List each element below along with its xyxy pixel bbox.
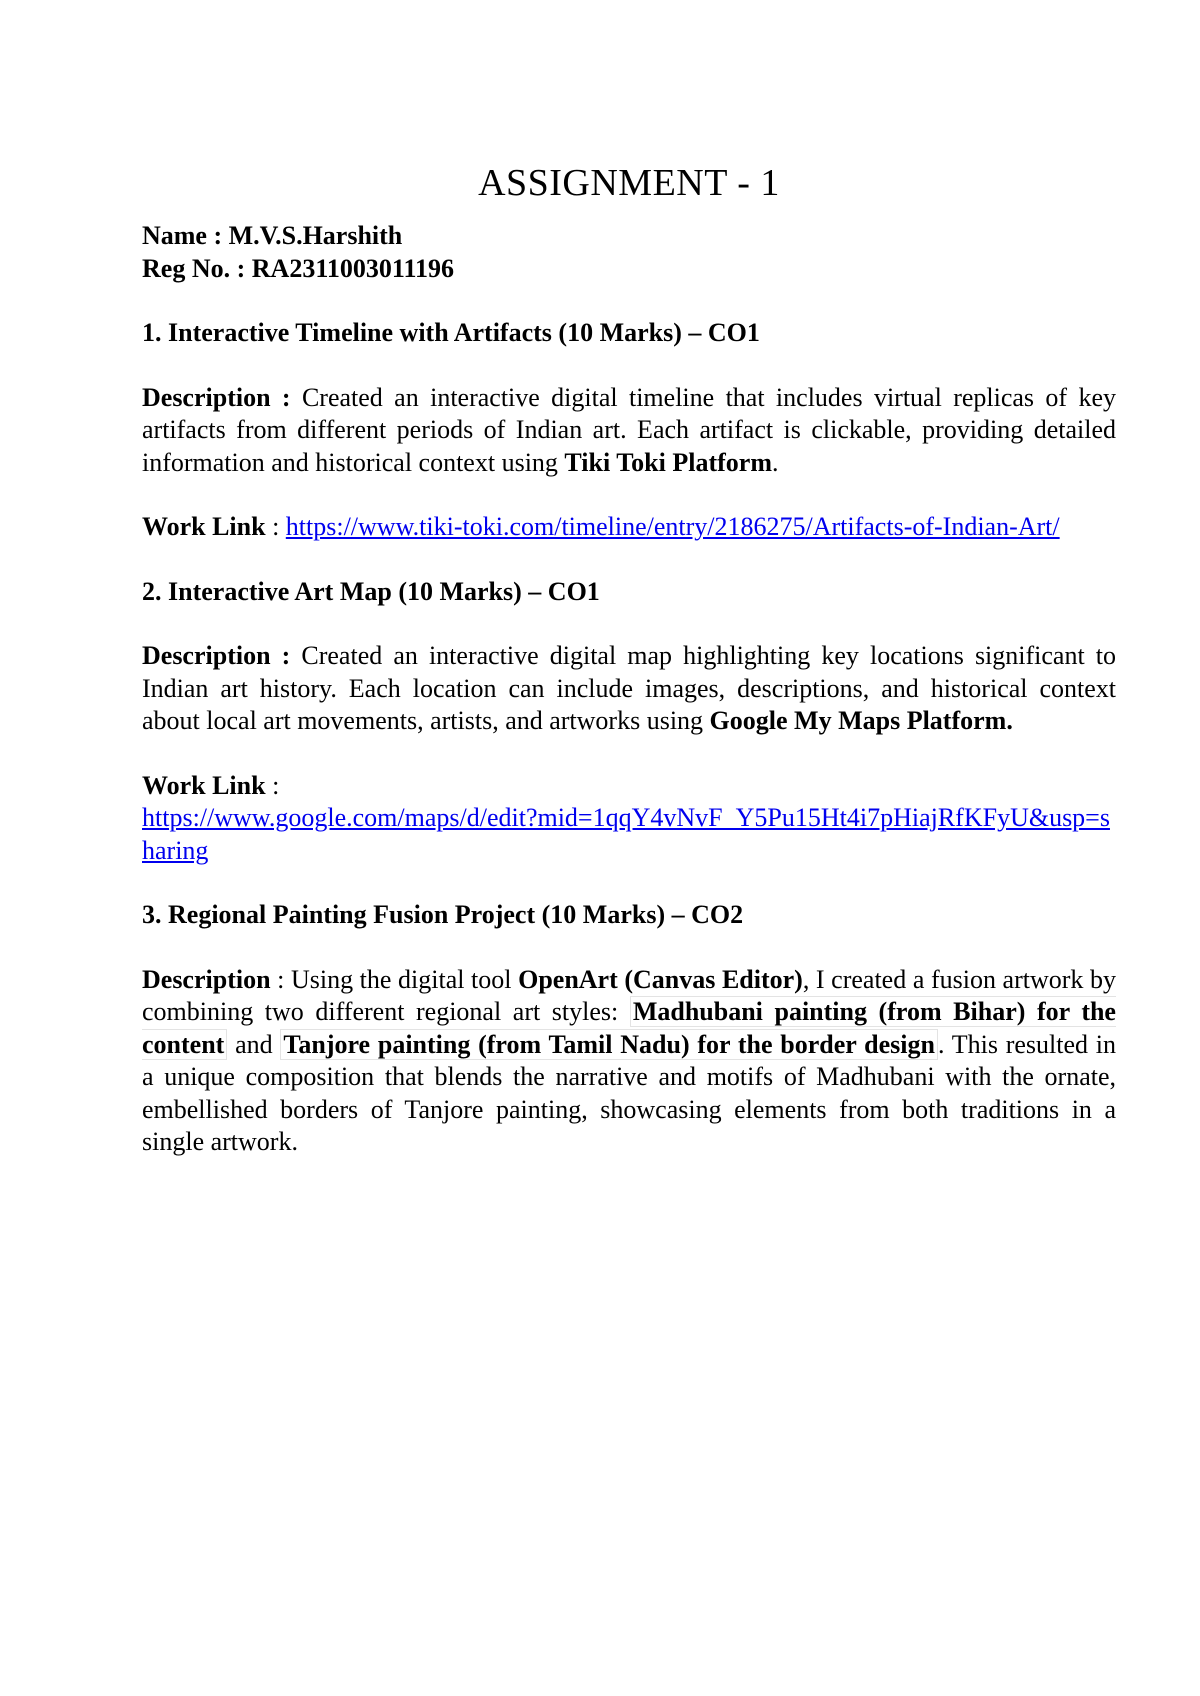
document-title: ASSIGNMENT - 1: [478, 162, 780, 204]
description-label: Description :: [142, 382, 302, 412]
platform-name: Tiki Toki Platform: [564, 447, 772, 477]
description-label: Description :: [142, 641, 302, 670]
reg-number: RA2311003011196: [251, 253, 455, 283]
reg-label: Reg No. :: [142, 253, 252, 283]
description-label: Description: [142, 964, 271, 994]
description-end: .: [772, 447, 779, 477]
description-text: , I created a fusion artwork by combining two different regional art styles:: [142, 964, 1116, 1026]
platform-name: Google My Maps Platform.: [709, 706, 1013, 735]
student-name-line: [142, 220, 1116, 253]
student-name: M.V.S.Harshith: [228, 221, 403, 250]
reg-no-line: [142, 253, 1116, 286]
section-2-heading: 2. Interactive Art Map (10 Marks) – CO1: [142, 576, 600, 606]
art-style-madhubani: Madhubani painting (from Bihar) for the content: [142, 997, 1116, 1059]
name-label: Name :: [142, 221, 229, 250]
art-style-tanjore: Tanjore painting (from Tamil Nadu) for the border design: [280, 1029, 938, 1060]
section-2-description: [142, 640, 1116, 738]
section-3-heading: 3. Regional Painting Fusion Project (10 Marks) – CO2: [142, 900, 744, 929]
work-link-label: Work Link: [142, 512, 266, 541]
description-text: . This resulted in a unique composition that blends the narrative and motifs of Madhubani with the ornate, embellished borders of Tanjore painting, showcasing elements from both traditions in a single artwork.: [142, 1029, 1117, 1156]
tool-name: OpenArt (Canvas Editor): [518, 964, 803, 994]
description-text: and: [227, 1029, 281, 1059]
section-1-heading: 1. Interactive Timeline with Artifacts (10 Marks) – CO1: [142, 318, 760, 347]
description-text: Created an interactive digital map highlighting key locations significant to Indian art history. Each location can include images, descriptions, and historical context about local art movements, artists, and artworks using: [142, 641, 1117, 735]
timeline-link[interactable]: https://www.tiki-toki.com/timeline/entry/2186275/Artifacts-of-Indian-Art/: [285, 512, 1060, 541]
map-link[interactable]: https://www.google.com/maps/d/edit?mid=1qqY4vNvF_Y5Pu15Ht4i7pHiajRfKFyU&usp=sharing: [142, 803, 1110, 865]
section-2-work-link: [142, 770, 1116, 868]
section-1-description: [142, 382, 1116, 480]
description-text: : Using the digital tool: [270, 964, 519, 994]
work-link-separator: :: [265, 512, 286, 541]
section-1-work-link: [142, 511, 1116, 544]
work-link-separator: :: [265, 770, 280, 800]
section-3-description: [142, 964, 1116, 1159]
document-page: [142, 160, 1116, 1159]
description-text: Created an interactive digital timeline that includes virtual replicas of key artifacts from different periods of Indian art. Each artifact is clickable, providing detailed information and historical context using: [142, 382, 1116, 477]
work-link-label: Work Link: [142, 770, 266, 800]
